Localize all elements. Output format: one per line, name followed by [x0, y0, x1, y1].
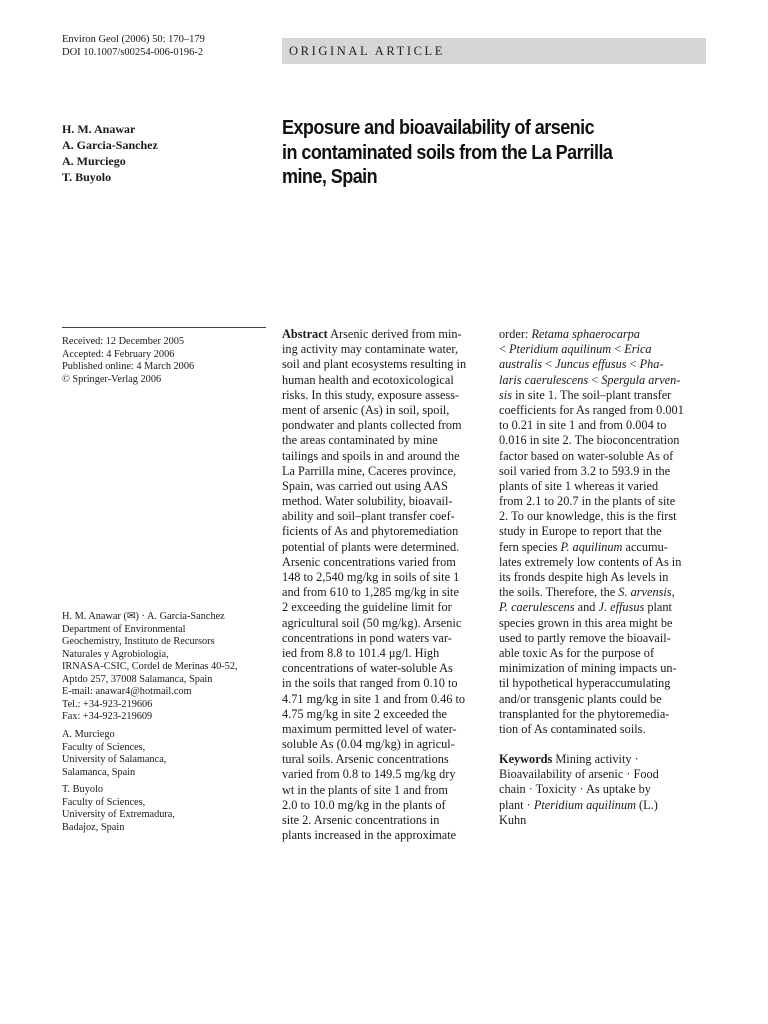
abstract-line: transplanted for the phytoremedia- — [499, 706, 670, 721]
abstract-line: human health and ecotoxicological — [282, 372, 454, 387]
abstract-line: used to partly remove the bioavail- — [499, 630, 671, 645]
affiliation-line: Naturales y Agrobiologia, — [62, 648, 169, 660]
abstract-line: wt in the plants of site 1 and from — [282, 782, 448, 797]
abstract-line: soluble As (0.04 mg/kg) in agricul- — [282, 737, 455, 752]
abstract-line: the soils. Therefore, the S. arvensis, — [499, 585, 675, 600]
abstract-line: til hypothetical hyperaccumulating — [499, 676, 671, 691]
title-line: in contaminated soils from the La Parrilla — [282, 141, 613, 164]
email[interactable]: E-mail: anawar4@hotmail.com — [62, 686, 192, 697]
keywords — [499, 752, 711, 828]
affiliation-line: T. Buyolo — [62, 784, 103, 795]
abstract-line: order: Retama sphaerocarpa — [499, 327, 640, 341]
abstract-line: agricultural soil (50 mg/kg). Arsenic — [282, 615, 462, 630]
abstract-line: sis in site 1. The soil–plant transfer — [499, 387, 672, 402]
abstract-line: ied from 8.8 to 101.4 μg/l. High — [282, 645, 440, 660]
abstract-label: Abstract — [282, 327, 328, 341]
author: T. Buyolo — [62, 170, 112, 184]
abstract-line: tailings and spoils in and around the — [282, 448, 460, 463]
abstract-line: coefficients for As ranged from 0.001 — [499, 402, 684, 417]
affiliation-line: IRNASA-CSIC, Cordel de Merinas 40-52, — [62, 661, 238, 672]
journal-citation: Environ Geol (2006) 50: 170–179 — [62, 34, 205, 45]
affiliation-line: A. Murciego — [62, 729, 115, 740]
abstract-line: soil varied from 3.2 to 593.9 in the — [499, 463, 671, 478]
abstract-line: lates extremely low contents of As in — [499, 554, 682, 569]
abstract-line: australis < Juncus effusus < Pha- — [499, 357, 664, 372]
affiliation-line: University of Salamanca, — [62, 754, 167, 765]
abstract-line: fern species P. aquilinum accumu- — [499, 539, 668, 554]
abstract-line: soil and plant ecosystems resulting in — [282, 357, 467, 372]
abstract-line: maximum permitted level of water- — [282, 721, 457, 736]
affiliation-line: Badajoz, Spain — [62, 821, 125, 833]
abstract-line: 148 to 2,540 mg/kg in soils of site 1 — [282, 570, 460, 584]
keywords-line: plant · Pteridium aquilinum (L.) — [499, 797, 658, 812]
abstract-line: Abstract Arsenic derived from min- — [282, 327, 462, 341]
abstract-line: site 2. Arsenic concentrations in — [282, 813, 440, 827]
abstract-line: study in Europe to report that the — [499, 524, 662, 539]
abstract-line: tural soils. Arsenic concentrations — [282, 752, 449, 767]
abstract-line: 2. To our knowledge, this is the first — [499, 509, 677, 524]
accepted-date: Accepted: 4 February 2006 — [62, 348, 175, 360]
received-date: Received: 12 December 2005 — [62, 336, 185, 347]
abstract-line: species grown in this area might be — [499, 615, 673, 630]
abstract-line: 4.71 mg/kg in site 1 and from 0.46 to — [282, 691, 466, 706]
abstract-line: 0.016 in site 2. The bioconcentration — [499, 433, 680, 448]
keywords-line: Bioavailability of arsenic · Food — [499, 767, 659, 782]
affiliation-line: Salamanca, Spain — [62, 766, 136, 778]
abstract-line: varied from 0.8 to 149.5 mg/kg dry — [282, 767, 456, 782]
affiliation-buyolo — [62, 784, 274, 834]
abstract-line: plants of site 1 whereas it varied — [499, 478, 659, 493]
published-date: Published online: 4 March 2006 — [62, 361, 195, 372]
keywords-line: chain · Toxicity · As uptake by — [499, 782, 651, 797]
fax: Fax: +34-923-219609 — [62, 711, 153, 722]
abstract-line: P. caerulescens and J. effusus plant — [499, 600, 672, 615]
abstract-line: pondwater and plants collected from — [282, 418, 462, 433]
abstract-line: factor based on water-soluble As of — [499, 448, 674, 463]
abstract-line: 2.0 to 10.0 mg/kg in the plants of — [282, 797, 446, 812]
affiliation-line: Faculty of Sciences, — [62, 796, 146, 808]
author: H. M. Anawar — [62, 122, 136, 136]
abstract-line: method. Water solubility, bioavail- — [282, 494, 453, 509]
abstract-line: Arsenic concentrations varied from — [282, 554, 456, 569]
keywords-lines — [499, 767, 711, 828]
abstract-line: tion of As contaminated soils. — [499, 721, 646, 736]
keywords-label: Keywords — [499, 752, 553, 767]
publication-dates — [62, 336, 194, 386]
divider — [62, 327, 266, 328]
abstract-line: from 2.1 to 20.7 in the plants of site — [499, 494, 676, 509]
affiliation-line: Faculty of Sciences, — [62, 741, 146, 753]
abstract-line: risks. In this study, exposure assess- — [282, 387, 460, 402]
telephone: Tel.: +34-923-219606 — [62, 698, 153, 710]
abstract-right-lines — [499, 327, 711, 737]
abstract-line: in the soils that ranged from 0.10 to — [282, 676, 458, 691]
abstract-line: laris caerulescens < Spergula arven- — [499, 372, 681, 387]
abstract-column-right — [499, 327, 711, 828]
affiliation-line: University of Extremadura, — [62, 809, 175, 820]
keywords-line: Kuhn — [499, 812, 527, 827]
author-list — [62, 121, 158, 185]
abstract-line: Spain, was carried out using AAS — [282, 478, 448, 493]
affiliation-line: Geochemistry, Instituto de Recursors — [62, 636, 215, 647]
abstract-line: La Parrilla mine, Caceres province, — [282, 463, 457, 478]
copyright: © Springer-Verlag 2006 — [62, 373, 162, 385]
abstract-line: 4.75 mg/kg in site 2 exceeded the — [282, 706, 447, 721]
affiliation-murciego — [62, 729, 274, 779]
abstract-left-lines — [282, 342, 494, 843]
title-line: Exposure and bioavailability of arsenic — [282, 117, 595, 139]
abstract-line: ment of arsenic (As) in soil, spoil, — [282, 402, 450, 417]
article-type-label: ORIGINAL ARTICLE — [289, 43, 445, 58]
abstract-line: to 0.21 in site 1 and from 0.004 to — [499, 418, 667, 433]
abstract-line: concentrations of water-soluble As — [282, 661, 453, 676]
abstract-line: and from 610 to 1,285 mg/kg in site — [282, 585, 459, 600]
abstract-line: concentrations in pond waters var- — [282, 630, 452, 645]
affiliation-names: H. M. Anawar (✉) · A. Garcia-Sanchez — [62, 611, 225, 622]
abstract-line: plants increased in the approximate — [282, 828, 457, 843]
affiliation-line: Department of Environmental — [62, 623, 186, 635]
doi: DOI 10.1007/s00254-006-0196-2 — [62, 46, 204, 58]
article-type-banner — [282, 38, 706, 64]
abstract-line: potential of plants were determined. — [282, 539, 460, 554]
abstract-line: its fronds despite high As levels in — [499, 570, 669, 584]
keywords-line: Keywords Mining activity · — [499, 752, 639, 767]
abstract-line: ability and soil–plant transfer coef- — [282, 509, 455, 524]
affiliation-line: Aptdo 257, 37008 Salamanca, Spain — [62, 673, 213, 685]
abstract-line: 2 exceeding the guideline limit for — [282, 600, 452, 615]
author: A. Murciego — [62, 154, 126, 168]
title-line: mine, Spain — [282, 166, 378, 188]
abstract-line: ficients of As and phytoremediation — [282, 524, 459, 539]
author: A. Garcia-Sanchez — [62, 138, 158, 152]
affiliation-primary — [62, 611, 274, 724]
abstract-line: ing activity may contaminate water, — [282, 342, 459, 357]
abstract-line: able toxic As for the purpose of — [499, 645, 655, 660]
abstract-column-left — [282, 327, 494, 843]
abstract-line: minimization of mining impacts un- — [499, 661, 677, 676]
article-title — [282, 116, 660, 190]
citation — [62, 34, 205, 59]
abstract-line: and/or transgenic plants could be — [499, 691, 662, 706]
abstract-line: < Pteridium aquilinum < Erica — [499, 342, 652, 357]
abstract-line: the areas contaminated by mine — [282, 433, 438, 448]
